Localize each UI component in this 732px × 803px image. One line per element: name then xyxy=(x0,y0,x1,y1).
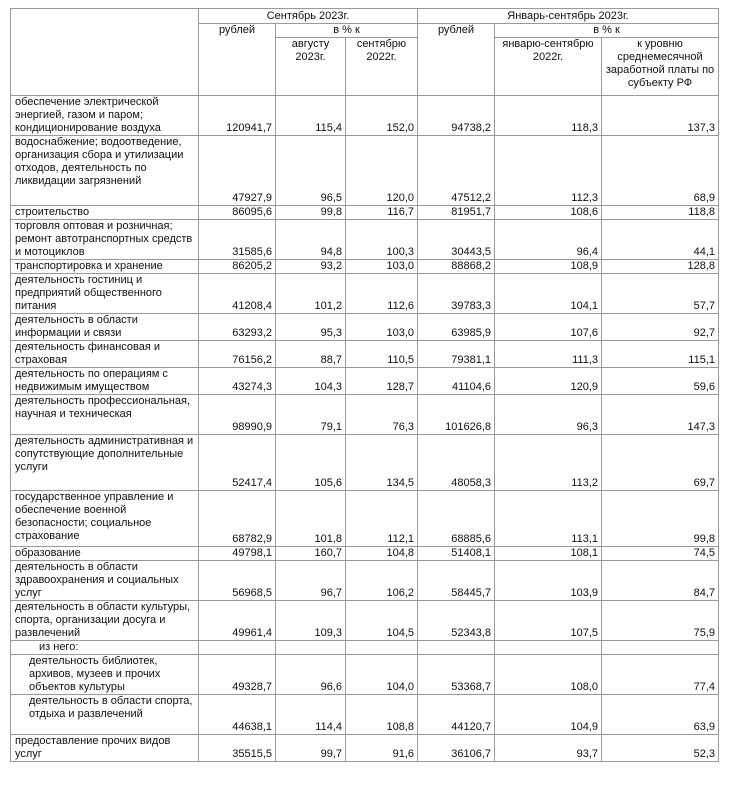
row-value: 106,2 xyxy=(346,561,418,601)
row-value: 99,8 xyxy=(602,491,719,547)
row-value xyxy=(418,641,495,655)
row-value: 105,6 xyxy=(276,435,346,491)
row-value: 110,5 xyxy=(346,341,418,368)
row-value: 79,1 xyxy=(276,395,346,435)
table-row xyxy=(11,368,719,395)
row-value: 49798,1 xyxy=(199,547,276,561)
row-value: 147,3 xyxy=(602,395,719,435)
row-value: 112,1 xyxy=(346,491,418,547)
row-value xyxy=(495,641,602,655)
row-label: деятельность в области информации и связи xyxy=(11,314,199,341)
row-value: 68885,6 xyxy=(418,491,495,547)
row-value: 96,5 xyxy=(276,136,346,206)
row-value: 95,3 xyxy=(276,314,346,341)
table-row xyxy=(11,220,719,260)
row-value: 52343,8 xyxy=(418,601,495,641)
row-value: 57,7 xyxy=(602,274,719,314)
table-row xyxy=(11,341,719,368)
row-value: 113,1 xyxy=(495,491,602,547)
row-value: 44638,1 xyxy=(199,695,276,735)
row-label: водоснабжение; водоотведение, организация сбора и утилизации отходов, деятельность по ликвидации загрязнений xyxy=(11,136,199,206)
row-label: образование xyxy=(11,547,199,561)
row-value: 99,7 xyxy=(276,735,346,762)
row-value: 63293,2 xyxy=(199,314,276,341)
header-col-level: к уровню среднемесячной заработной платы по субъекту РФ xyxy=(602,38,719,96)
row-value: 115,1 xyxy=(602,341,719,368)
row-value: 108,6 xyxy=(495,206,602,220)
row-value: 76156,2 xyxy=(199,341,276,368)
row-value: 75,9 xyxy=(602,601,719,641)
table-row xyxy=(11,695,719,735)
row-value: 36106,7 xyxy=(418,735,495,762)
row-value: 115,4 xyxy=(276,96,346,136)
row-value: 96,6 xyxy=(276,655,346,695)
wage-table xyxy=(10,8,719,762)
row-value: 96,7 xyxy=(276,561,346,601)
row-value: 103,0 xyxy=(346,314,418,341)
table-row xyxy=(11,395,719,435)
row-value: 160,7 xyxy=(276,547,346,561)
row-value: 69,7 xyxy=(602,435,719,491)
row-value: 104,1 xyxy=(495,274,602,314)
row-value: 104,5 xyxy=(346,601,418,641)
row-value: 108,0 xyxy=(495,655,602,695)
row-value: 88868,2 xyxy=(418,260,495,274)
row-value: 74,5 xyxy=(602,547,719,561)
row-value: 86205,2 xyxy=(199,260,276,274)
row-value: 120941,7 xyxy=(199,96,276,136)
row-label: деятельность по операциям с недвижимым имуществом xyxy=(11,368,199,395)
row-value: 101,2 xyxy=(276,274,346,314)
row-value: 137,3 xyxy=(602,96,719,136)
row-label: деятельность профессиональная, научная и техническая xyxy=(11,395,199,435)
row-value: 35515,5 xyxy=(199,735,276,762)
row-value: 101,8 xyxy=(276,491,346,547)
row-value: 88,7 xyxy=(276,341,346,368)
row-value: 104,8 xyxy=(346,547,418,561)
table-row xyxy=(11,136,719,206)
row-value: 53368,7 xyxy=(418,655,495,695)
table-row xyxy=(11,641,719,655)
row-value: 47927,9 xyxy=(199,136,276,206)
row-value: 84,7 xyxy=(602,561,719,601)
header-period-jan-sep: Январь-сентябрь 2023г. xyxy=(418,9,719,24)
row-value: 41208,4 xyxy=(199,274,276,314)
table-row xyxy=(11,314,719,341)
row-value: 77,4 xyxy=(602,655,719,695)
header-col-sep22: сентябрю 2022г. xyxy=(346,38,418,96)
row-value: 49328,7 xyxy=(199,655,276,695)
row-value: 30443,5 xyxy=(418,220,495,260)
row-value: 93,2 xyxy=(276,260,346,274)
table-row xyxy=(11,274,719,314)
header-col-aug: августу 2023г. xyxy=(276,38,346,96)
table-row xyxy=(11,547,719,561)
row-value: 111,3 xyxy=(495,341,602,368)
row-value: 108,1 xyxy=(495,547,602,561)
row-value: 56968,5 xyxy=(199,561,276,601)
row-value: 96,4 xyxy=(495,220,602,260)
row-label: деятельность в области здравоохранения и социальных услуг xyxy=(11,561,199,601)
header-row-periods xyxy=(11,9,719,24)
row-value: 94738,2 xyxy=(418,96,495,136)
row-value: 81951,7 xyxy=(418,206,495,220)
row-label: торговля оптовая и розничная; ремонт автотранспортных средств и мотоциклов xyxy=(11,220,199,260)
row-value: 107,5 xyxy=(495,601,602,641)
row-value: 86095,6 xyxy=(199,206,276,220)
table-row xyxy=(11,655,719,695)
row-value: 120,9 xyxy=(495,368,602,395)
row-value: 103,0 xyxy=(346,260,418,274)
row-label: деятельность гостиниц и предприятий общественного питания xyxy=(11,274,199,314)
row-value: 49961,4 xyxy=(199,601,276,641)
row-value: 134,5 xyxy=(346,435,418,491)
row-value: 108,8 xyxy=(346,695,418,735)
row-label: транспортировка и хранение xyxy=(11,260,199,274)
row-value: 103,9 xyxy=(495,561,602,601)
row-label: обеспечение электрической энергией, газом и паром; кондиционирование воздуха xyxy=(11,96,199,136)
row-value: 108,9 xyxy=(495,260,602,274)
row-value: 79381,1 xyxy=(418,341,495,368)
row-value: 94,8 xyxy=(276,220,346,260)
row-value: 52417,4 xyxy=(199,435,276,491)
row-label: деятельность административная и сопутствующие дополнительные услуги xyxy=(11,435,199,491)
row-value: 152,0 xyxy=(346,96,418,136)
row-value: 114,4 xyxy=(276,695,346,735)
table-row xyxy=(11,435,719,491)
row-value: 104,0 xyxy=(346,655,418,695)
row-value: 44120,7 xyxy=(418,695,495,735)
row-value: 104,3 xyxy=(276,368,346,395)
row-value: 68,9 xyxy=(602,136,719,206)
row-value: 47512,2 xyxy=(418,136,495,206)
row-value: 63,9 xyxy=(602,695,719,735)
header-rubles-2: рублей xyxy=(418,24,495,96)
header-col-jansep22: январю-сентябрю 2022г. xyxy=(495,38,602,96)
header-period-september: Сентябрь 2023г. xyxy=(199,9,418,24)
row-value: 44,1 xyxy=(602,220,719,260)
row-value: 43274,3 xyxy=(199,368,276,395)
row-value: 59,6 xyxy=(602,368,719,395)
row-value: 109,3 xyxy=(276,601,346,641)
header-empty-cell xyxy=(11,9,199,96)
row-value: 120,0 xyxy=(346,136,418,206)
row-value: 100,3 xyxy=(346,220,418,260)
row-value: 96,3 xyxy=(495,395,602,435)
row-value xyxy=(346,641,418,655)
header-pct-of-1: в % к xyxy=(276,24,418,38)
row-label: деятельность в области культуры, спорта, организации досуга и развлечений xyxy=(11,601,199,641)
table-row xyxy=(11,735,719,762)
row-value: 41104,6 xyxy=(418,368,495,395)
row-value: 51408,1 xyxy=(418,547,495,561)
row-value: 58445,7 xyxy=(418,561,495,601)
row-value: 99,8 xyxy=(276,206,346,220)
table-row xyxy=(11,491,719,547)
row-value: 93,7 xyxy=(495,735,602,762)
row-value: 52,3 xyxy=(602,735,719,762)
row-value: 118,3 xyxy=(495,96,602,136)
table-row xyxy=(11,260,719,274)
row-value: 128,8 xyxy=(602,260,719,274)
row-value: 101626,8 xyxy=(418,395,495,435)
row-value: 107,6 xyxy=(495,314,602,341)
row-value: 113,2 xyxy=(495,435,602,491)
row-value xyxy=(276,641,346,655)
row-label: государственное управление и обеспечение военной безопасности; социальное страхование xyxy=(11,491,199,547)
row-value: 104,9 xyxy=(495,695,602,735)
header-pct-of-2: в % к xyxy=(495,24,719,38)
row-value: 39783,3 xyxy=(418,274,495,314)
header-rubles-1: рублей xyxy=(199,24,276,96)
table-row xyxy=(11,601,719,641)
row-label: из него: xyxy=(11,641,199,655)
table-row xyxy=(11,96,719,136)
row-value xyxy=(602,641,719,655)
wage-table-container xyxy=(10,8,719,762)
row-value: 68782,9 xyxy=(199,491,276,547)
row-value: 112,6 xyxy=(346,274,418,314)
table-row xyxy=(11,561,719,601)
row-value: 118,8 xyxy=(602,206,719,220)
row-value: 98990,9 xyxy=(199,395,276,435)
row-value: 31585,6 xyxy=(199,220,276,260)
row-value: 48058,3 xyxy=(418,435,495,491)
row-value xyxy=(199,641,276,655)
row-value: 116,7 xyxy=(346,206,418,220)
row-label: деятельность финансовая и страховая xyxy=(11,341,199,368)
row-label: предоставление прочих видов услуг xyxy=(11,735,199,762)
row-label: строительство xyxy=(11,206,199,220)
row-value: 76,3 xyxy=(346,395,418,435)
table-row xyxy=(11,206,719,220)
row-label: деятельность в области спорта, отдыха и развлечений xyxy=(11,695,199,735)
row-value: 63985,9 xyxy=(418,314,495,341)
row-value: 112,3 xyxy=(495,136,602,206)
row-value: 128,7 xyxy=(346,368,418,395)
row-value: 92,7 xyxy=(602,314,719,341)
row-value: 91,6 xyxy=(346,735,418,762)
row-label: деятельность библиотек, архивов, музеев и прочих объектов культуры xyxy=(11,655,199,695)
